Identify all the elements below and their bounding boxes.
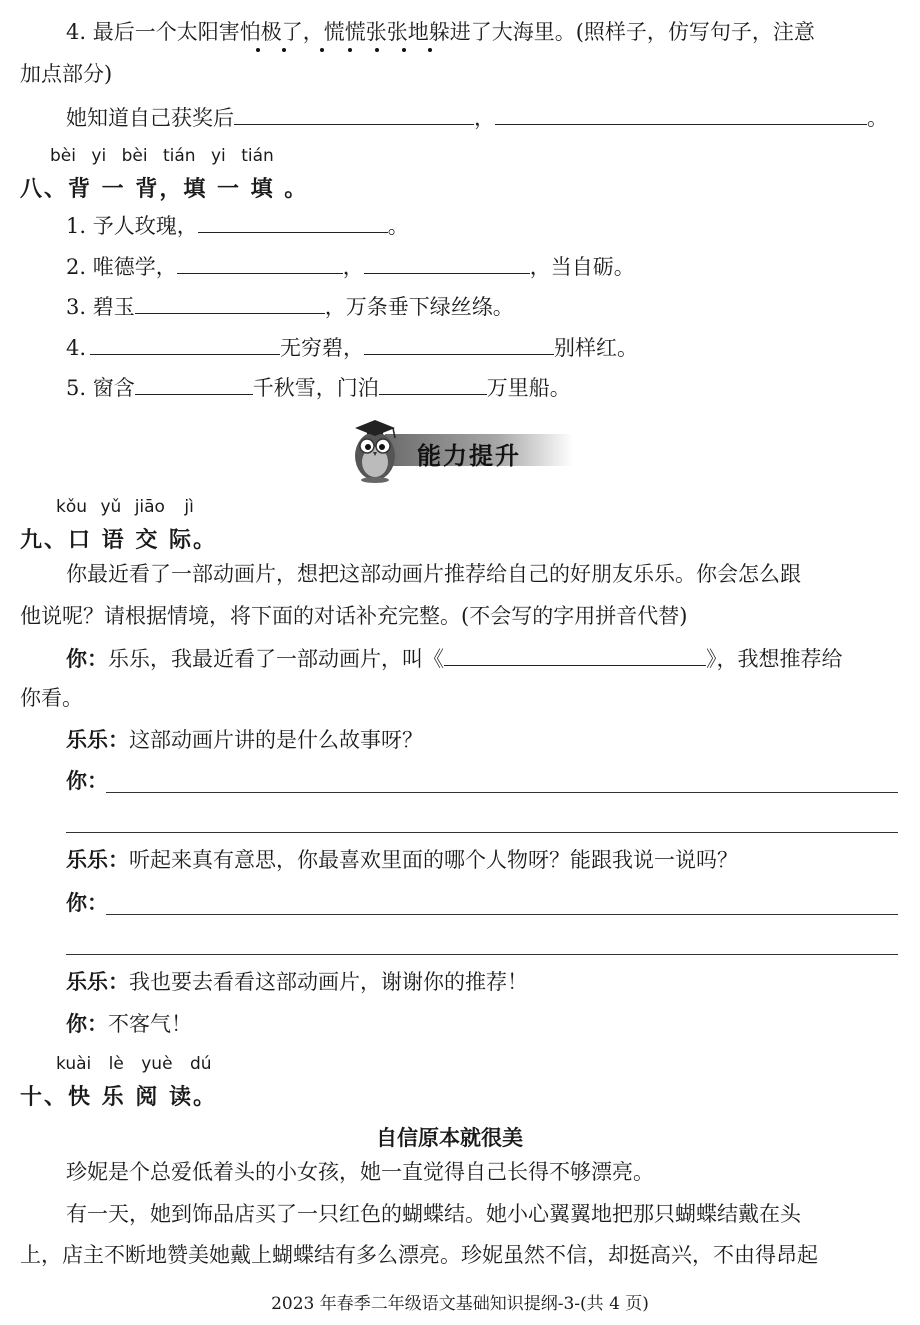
item-text: 5. 窗含	[66, 376, 135, 400]
emphasis-dot	[375, 48, 379, 52]
q4-line1: 4. 最后一个太阳害怕极了，慌慌张张地躲进了大海里。(照样子，仿写句子，注意	[66, 20, 815, 44]
story-paragraph-2: 有一天，她到饰品店买了一只红色的蝴蝶结。她小心翼翼地把那只蝴蝶结戴在头	[66, 1202, 801, 1226]
emphasis-dot	[282, 48, 286, 52]
sec8-item-5	[66, 376, 571, 399]
dialog-text: 我也要去看看这部动画片，谢谢你的推荐！	[129, 970, 528, 994]
dialog-text: 不客气！	[108, 1012, 192, 1036]
item-text: 4.	[66, 336, 87, 360]
sec9-intro-2: 他说呢？请根据情境，将下面的对话补充完整。(不会写的字用拼音代替)	[20, 604, 688, 628]
q4-blank-2[interactable]	[495, 106, 867, 125]
sec8-blank[interactable]	[135, 295, 325, 314]
sec8-title: 八、背 一 背，填 一 填 。	[20, 177, 309, 202]
sec8-blank[interactable]	[135, 376, 253, 395]
pinyin: yuè	[141, 1054, 173, 1074]
emphasis-dot	[402, 48, 406, 52]
dialog-1-cont: 你看。	[20, 686, 83, 710]
dialog-3-speaker: 你：	[66, 769, 108, 793]
pinyin: bèi	[121, 146, 148, 166]
q4-blank-1[interactable]	[234, 106, 474, 125]
page-footer: 2023 年春季二年级语文基础知识提纲-3-(共 4 页)	[271, 1294, 649, 1314]
item-text: 2. 唯德学，	[66, 255, 177, 279]
item-text: 千秋雪，门泊	[252, 376, 379, 400]
sec9-title: 九、口 语 交 际。	[20, 528, 217, 553]
story-paragraph-2-cont: 上，店主不断地赞美她戴上蝴蝶结有多么漂亮。珍妮虽然不信，却挺高兴，不由得昂起	[20, 1243, 818, 1267]
sec8-item-1	[66, 214, 409, 237]
sec8-item-3	[66, 295, 514, 318]
dialog-4	[66, 850, 738, 871]
emphasis-dot	[256, 48, 260, 52]
speaker-label: 乐乐：	[66, 848, 129, 872]
pinyin: yi	[91, 146, 107, 166]
dialog-2	[66, 730, 423, 751]
item-text: ，	[342, 255, 364, 279]
item-text: 无穷碧，	[280, 336, 365, 360]
dialog-1	[66, 647, 843, 670]
dialog-text: 听起来真有意思，你最喜欢里面的哪个人物呀？能跟我说一说吗？	[129, 848, 738, 872]
sec8-item-2	[66, 255, 635, 278]
pinyin: yi	[210, 146, 226, 166]
pinyin: tián	[241, 146, 274, 166]
pinyin: kuài	[56, 1054, 92, 1074]
banner-label: 能力提升	[417, 442, 521, 470]
sec9-pinyin	[56, 497, 194, 517]
story-paragraph-1: 珍妮是个总爱低着头的小女孩，她一直觉得自己长得不够漂亮。	[66, 1160, 654, 1184]
pinyin: dú	[189, 1054, 212, 1074]
sec8-blank[interactable]	[379, 376, 487, 395]
sec10-pinyin	[56, 1054, 212, 1074]
item-text: 。	[387, 214, 409, 238]
dialog-7	[66, 1014, 192, 1035]
comma: ，	[474, 106, 495, 130]
item-text: ，万条垂下绿丝绦。	[324, 295, 514, 319]
dialog-text: 乐乐，我最近看了一部动画片，叫《	[108, 647, 444, 671]
dialog-5-speaker: 你：	[66, 891, 108, 915]
dialog-text: 》，我想推荐给	[706, 647, 843, 671]
item-text: 别样红。	[554, 336, 639, 360]
speaker-label: 你：	[66, 647, 108, 671]
emphasis-dot	[428, 48, 432, 52]
answer-line[interactable]	[106, 792, 898, 793]
q4-prompt: 她知道自己获奖后	[66, 106, 234, 130]
q4-answer-line	[66, 106, 888, 129]
answer-line[interactable]	[106, 914, 898, 915]
item-text: ，当自砺。	[529, 255, 635, 279]
cartoon-title-blank[interactable]	[444, 647, 706, 666]
pinyin: kǒu	[56, 497, 88, 517]
emphasis-dot	[348, 48, 352, 52]
q4-line2: 加点部分)	[20, 62, 113, 86]
speaker-label: 你：	[66, 1012, 108, 1036]
item-text: 3. 碧玉	[66, 295, 135, 319]
sec8-pinyin	[50, 146, 274, 166]
pinyin: jiāo	[134, 497, 165, 517]
pinyin: jì	[184, 497, 194, 517]
pinyin: bèi	[50, 146, 76, 166]
answer-line[interactable]	[66, 954, 898, 955]
dialog-text: 这部动画片讲的是什么故事呀？	[129, 728, 423, 752]
answer-line[interactable]	[66, 832, 898, 833]
speaker-label: 乐乐：	[66, 970, 129, 994]
pinyin: lè	[108, 1054, 124, 1074]
pinyin: tián	[162, 146, 196, 166]
sec10-title: 十、快 乐 阅 读。	[20, 1085, 217, 1110]
sec8-blank[interactable]	[364, 255, 530, 274]
sec8-blank[interactable]	[364, 336, 554, 355]
ability-banner	[345, 414, 575, 484]
story-title: 自信原本就很美	[376, 1126, 523, 1150]
item-text: 万里船。	[486, 376, 571, 400]
sec8-blank[interactable]	[90, 336, 280, 355]
dialog-6	[66, 972, 528, 993]
sec8-blank[interactable]	[177, 255, 343, 274]
period: 。	[867, 106, 888, 130]
speaker-label: 乐乐：	[66, 728, 129, 752]
sec8-item-4	[66, 336, 638, 359]
pinyin: yǔ	[100, 497, 122, 517]
emphasis-dot	[320, 48, 324, 52]
sec8-blank[interactable]	[198, 214, 388, 233]
item-text: 1. 予人玫瑰，	[66, 214, 198, 238]
sec9-intro-1: 你最近看了一部动画片，想把这部动画片推荐给自己的好朋友乐乐。你会怎么跟	[66, 562, 801, 586]
